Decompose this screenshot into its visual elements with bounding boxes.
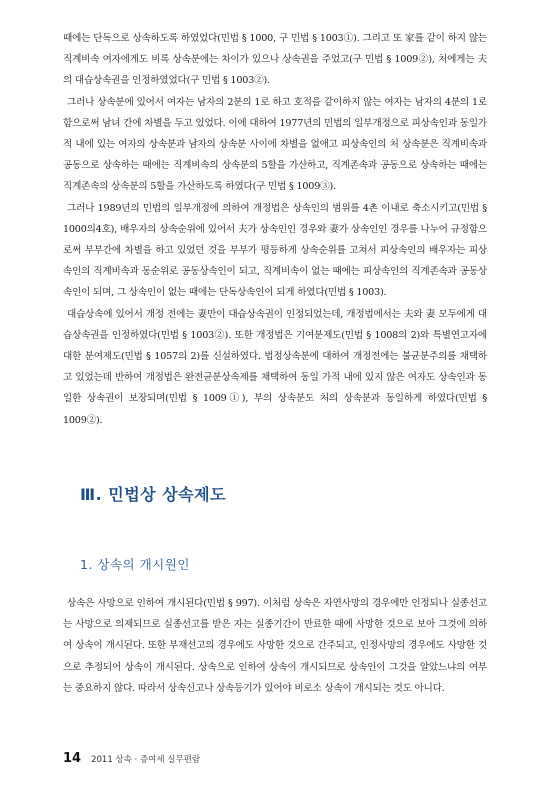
body-text-bottom [63, 593, 487, 699]
paragraph: 상속은 사망으로 인하여 개시된다(민법 § 997). 이처럼 상속은 자연사망의 경우에만 인정되나 실종선고는 사망으로 의제되므로 실종선고를 받은 자는 실종기간이 만료한 때에 사망한 것으로 보아 그것에 의하여 상속이 개시된다. 또한 부재선고의 경우에도 사망한 것으로 간주되고, 인정사망의 경우에도 사망한 것으로 추정되어 상속이 개시된다. 상속으로 인하여 상속이 개시되므로 상속인이 그것을 알았느냐의 여부는 중요하지 않다. 따라서 상속신고나 상속등기가 있어야 비로소 상속이 개시되는 것도 아니다. [63, 598, 487, 694]
page-footer [63, 751, 200, 766]
paragraph: 대습상속에 있어서 개정 전에는 妻만이 대습상속권이 인정되었는데, 개정법에서는 夫와 妻 모두에게 대습상속권을 인정하였다(민법 § 1003②). 또한 개정법은 기여분제도(민법 § 1008의 2)와 특별연고자에 대한 분여제도(민법 § 1057의 2)를 신설하였다. 법정상속분에 대하여 개정전에는 불균분주의를 채택하고 있었는데 반하여 개정법은 완전균분상속제를 채택하여 동일 가적 내에 있지 않은 여자도 상속인과 동일한 상속권이 보장되며(민법 § 1009①), 부의 상속분도 처의 상속분과 동일하게 하였다(민법 § 1009②). [63, 308, 487, 426]
book-title: 2011 상속 · 증여세 실무편람 [91, 755, 201, 765]
paragraph: 때에는 단독으로 상속하도록 하였었다(민법 § 1000, 구 민법 § 1003①). 그리고 또 家를 같이 하지 않는 직계비속 여자에게도 비록 상속분에는 차이가 있으나 상속권을 주었고(구 민법 § 1009②), 처에게는 夫의 대습상속권을 인정하였었다(구 민법 § 1003②). [63, 33, 487, 87]
section-heading: Ⅲ. 민법상 상속제도 [80, 485, 227, 504]
paragraph: 그러나 상속분에 있어서 여자는 남자의 2분의 1로 하고 호적을 같이하지 않는 여자는 남자의 4분의 1로 함으로써 남녀 간에 차별을 두고 있었다. 이에 대하여 1977년의 민법의 일부개정으로 피상속인과 동일가적 내에 있는 여자의 상속분과 남자의 상속분 사이에 차별을 없애고 피상속인의 처 상속분은 직계비속과 공동으로 상속하는 때에는 직계비속의 상속분의 5할을 가산하고, 직계존속과 공동으로 상속하는 때에는 직계존속의 상속분의 5할을 가산하도록 하였다(구 민법 § 1009③). [63, 96, 487, 193]
body-text-top [63, 28, 487, 431]
paragraph: 그러나 1989년의 민법의 일부개정에 의하여 개정법은 상속인의 범위를 4촌 이내로 축소시키고(민법 § 1000의4호), 배우자의 상속순위에 있어서 夫가 상속인인 경우와 妻가 상속인인 경우를 나누어 규정함으로써 부부간에 차별을 하고 있었던 것을 부부가 평등하게 상속순위를 고쳐서 피상속인의 배우자는 피상속인의 직계비속과 동순위로 공동상속인이 되고, 직계비속이 없는 때에는 피상속인의 직계존속과 공동상속인이 되며, 그 상속인이 없는 때에는 단독상속인이 되게 하였다(민법 § 1003). [63, 202, 487, 299]
sub-heading: 1. 상속의 개시원인 [80, 557, 190, 572]
page-number: 14 [63, 751, 82, 766]
